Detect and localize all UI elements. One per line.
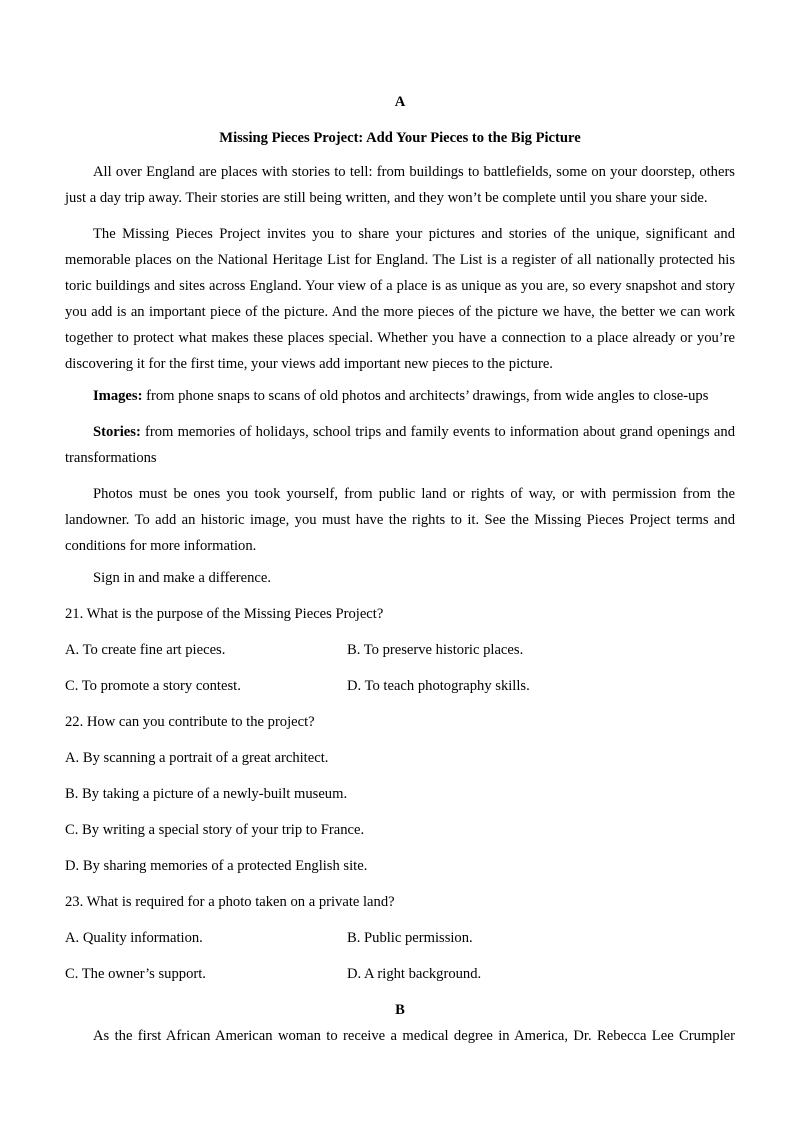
q22-option-b: B. By taking a picture of a newly-built museum. [65, 786, 348, 802]
question-22-stem: 22. How can you contribute to the project? [65, 714, 315, 730]
section-b-letter: B [395, 1002, 405, 1018]
stories-paragraph [65, 419, 735, 471]
q22-option-d: D. By sharing memories of a protected English site. [65, 858, 368, 874]
stories-text: from memories of holidays, school trips and family events to information about grand openings and transformations [65, 424, 735, 466]
q21-option-c: C. To promote a story contest. [65, 678, 241, 694]
stories-label: Stories: [93, 424, 141, 440]
q21-option-b: B. To preserve historic places. [347, 642, 524, 658]
q23-option-a: A. Quality information. [65, 930, 203, 946]
question-21-stem: 21. What is the purpose of the Missing Pieces Project? [65, 606, 384, 622]
images-text: from phone snaps to scans of old photos and architects’ drawings, from wide angles to close-ups [142, 388, 709, 404]
q22-option-c: C. By writing a special story of your trip to France. [65, 822, 365, 838]
q23-option-b: B. Public permission. [347, 930, 473, 946]
passage-paragraph-2: The Missing Pieces Project invites you to share your pictures and stories of the unique, significant and memorable places on the National Heritage List for England. The List is a register of all nationally protected his toric buildings and sites across England. Your view of a place is as unique as you are, so every snapshot and story you add is an important piece of the picture. And the more pieces of the picture we have, the better we can work together to protect what makes these places special. Whether you have a connection to a place already or you’re discovering it for the first time, your views add important new pieces to the picture. [65, 226, 735, 372]
images-line [93, 387, 735, 405]
sign-in-line: Sign in and make a difference. [93, 570, 272, 586]
images-label: Images: [93, 388, 143, 404]
passage-paragraph-1: All over England are places with stories to tell: from buildings to battlefields, some on your doorstep, others just a day trip away. Their stories are still being written, and they won’t be complete until you share your side. [65, 164, 735, 206]
q21-option-d: D. To teach photography skills. [347, 678, 530, 694]
photos-paragraph: Photos must be ones you took yourself, from public land or rights of way, or with permission from the landowner. To add an historic image, you must have the rights to it. See the Missing Pieces Project terms and conditions for more information. [65, 486, 735, 554]
q23-option-d: D. A right background. [347, 966, 482, 982]
question-23-stem: 23. What is required for a photo taken on a private land? [65, 894, 395, 910]
section-a-title: Missing Pieces Project: Add Your Pieces to the Big Picture [219, 130, 581, 146]
q23-option-c: C. The owner’s support. [65, 966, 206, 982]
section-b-first-line: As the first African American woman to receive a medical degree in America, Dr. Rebecca Lee Crumpler [93, 1028, 735, 1044]
q21-option-a: A. To create fine art pieces. [65, 642, 226, 658]
section-a-letter: A [394, 94, 406, 110]
q22-option-a: A. By scanning a portrait of a great architect. [65, 750, 329, 766]
